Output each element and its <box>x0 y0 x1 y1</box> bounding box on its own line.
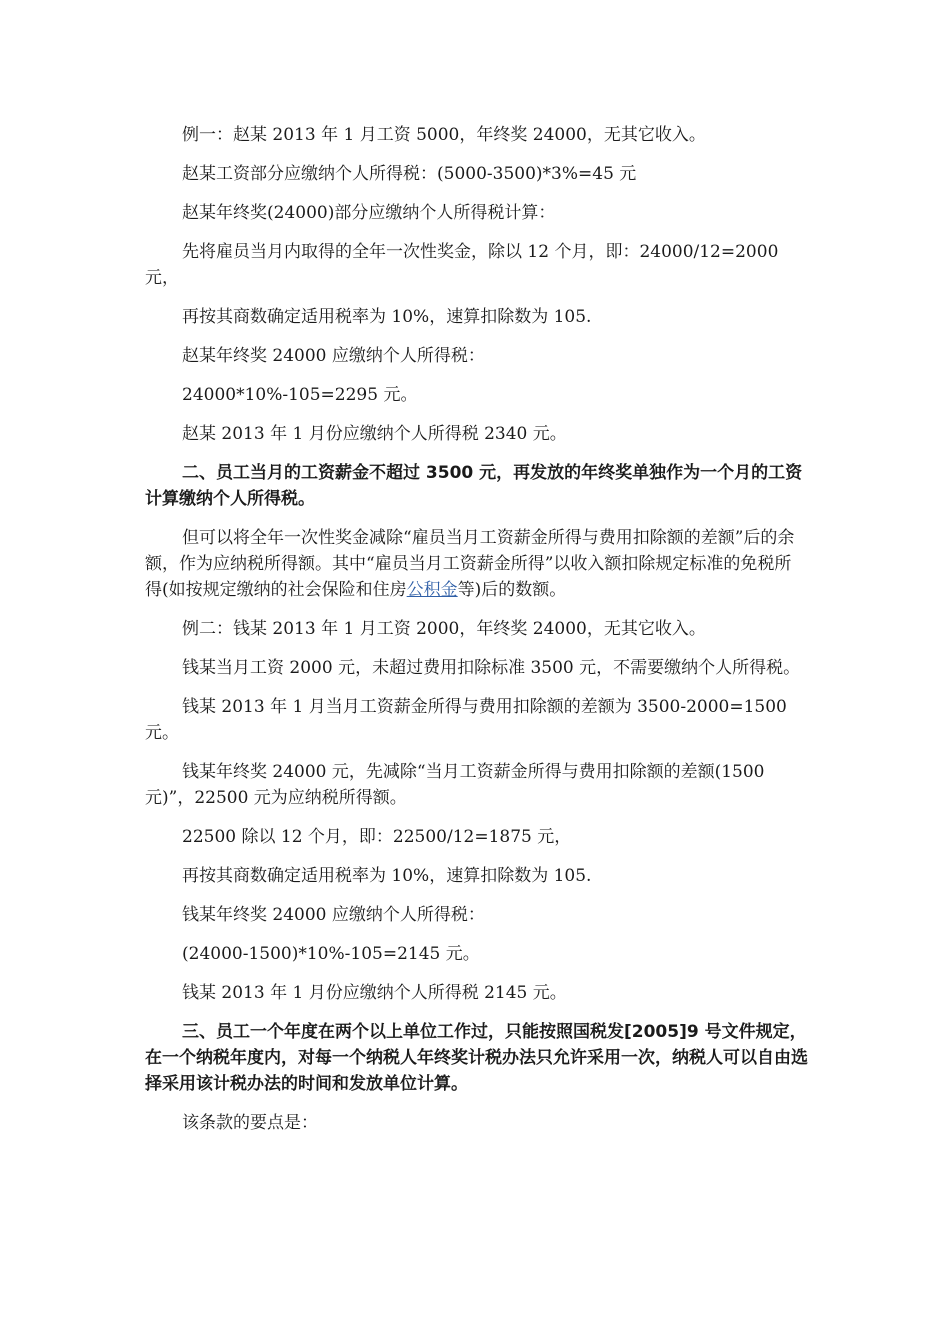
section-three-heading: 三、员工一个年度在两个以上单位工作过，只能按照国税发[2005]9 号文件规定，在一个纳税年度内，对每一个纳税人年终奖计税办法只允许采用一次，纳税人可以自由选择采用该计税办法的时间和发放单位计算。 <box>145 1022 808 1094</box>
salary-below-threshold: 钱某当月工资 2000 元，未超过费用扣除标准 3500 元，不需要缴纳个人所得税。 <box>182 658 801 678</box>
bonus-tax-label: 赵某年终奖 24000 应缴纳个人所得税： <box>182 346 485 366</box>
example-two-heading: 例二：钱某 2013 年 1 月工资 2000，年终奖 24000，无其它收入。 <box>182 619 706 639</box>
bonus-tax-formula: 24000*10%-105=2295 元。 <box>182 385 418 405</box>
section-two-heading: 二、员工当月的工资薪金不超过 3500 元，再发放的年终奖单独作为一个月的工资计算缴纳个人所得税。 <box>145 463 803 509</box>
bonus-divide-step: 先将雇员当月内取得的全年一次性奖金，除以 12 个月，即：24000/12=2000 元， <box>145 242 779 288</box>
bonus-tax-intro: 赵某年终奖(24000)部分应缴纳个人所得税计算： <box>182 203 556 223</box>
document-body <box>145 122 808 1136</box>
key-points-intro: 该条款的要点是： <box>182 1113 318 1133</box>
total-tax-result-two: 钱某 2013 年 1 月份应缴纳个人所得税 2145 元。 <box>182 983 567 1003</box>
tax-rate-step: 再按其商数确定适用税率为 10%，速算扣除数为 105. <box>182 307 592 327</box>
bonus-tax-formula-two: (24000-1500)*10%-105=2145 元。 <box>182 944 480 964</box>
housing-fund-link[interactable]: 公积金 <box>406 580 458 600</box>
salary-difference: 钱某 2013 年 1 月当月工资薪金所得与费用扣除额的差额为 3500-2000=1500 元。 <box>145 697 787 743</box>
taxable-bonus: 钱某年终奖 24000 元，先减除“当月工资薪金所得与费用扣除额的差额(1500 元)”，22500 元为应纳税所得额。 <box>145 762 765 808</box>
salary-tax-line: 赵某工资部分应缴纳个人所得税：(5000-3500)*3%=45 元 <box>182 164 637 184</box>
total-tax-result: 赵某 2013 年 1 月份应缴纳个人所得税 2340 元。 <box>182 424 567 444</box>
bonus-tax-label-two: 钱某年终奖 24000 应缴纳个人所得税： <box>182 905 485 925</box>
section-two-explanation <box>145 525 808 603</box>
explanation-text: 但可以将全年一次性奖金减除“雇员当月工资薪金所得与费用扣除额的差额”后的余额，作为应纳税所得额。其中“雇员当月工资薪金所得”以收入额扣除规定标准的免税所得(如按规定缴纳的社会保险和住房 <box>145 528 795 600</box>
bonus-divide-step-two: 22500 除以 12 个月，即：22500/12=1875 元， <box>182 827 572 847</box>
explanation-text-end: 等)后的数额。 <box>457 580 567 600</box>
example-one-heading: 例一：赵某 2013 年 1 月工资 5000，年终奖 24000，无其它收入。 <box>182 125 706 145</box>
tax-rate-step-two: 再按其商数确定适用税率为 10%，速算扣除数为 105. <box>182 866 592 886</box>
